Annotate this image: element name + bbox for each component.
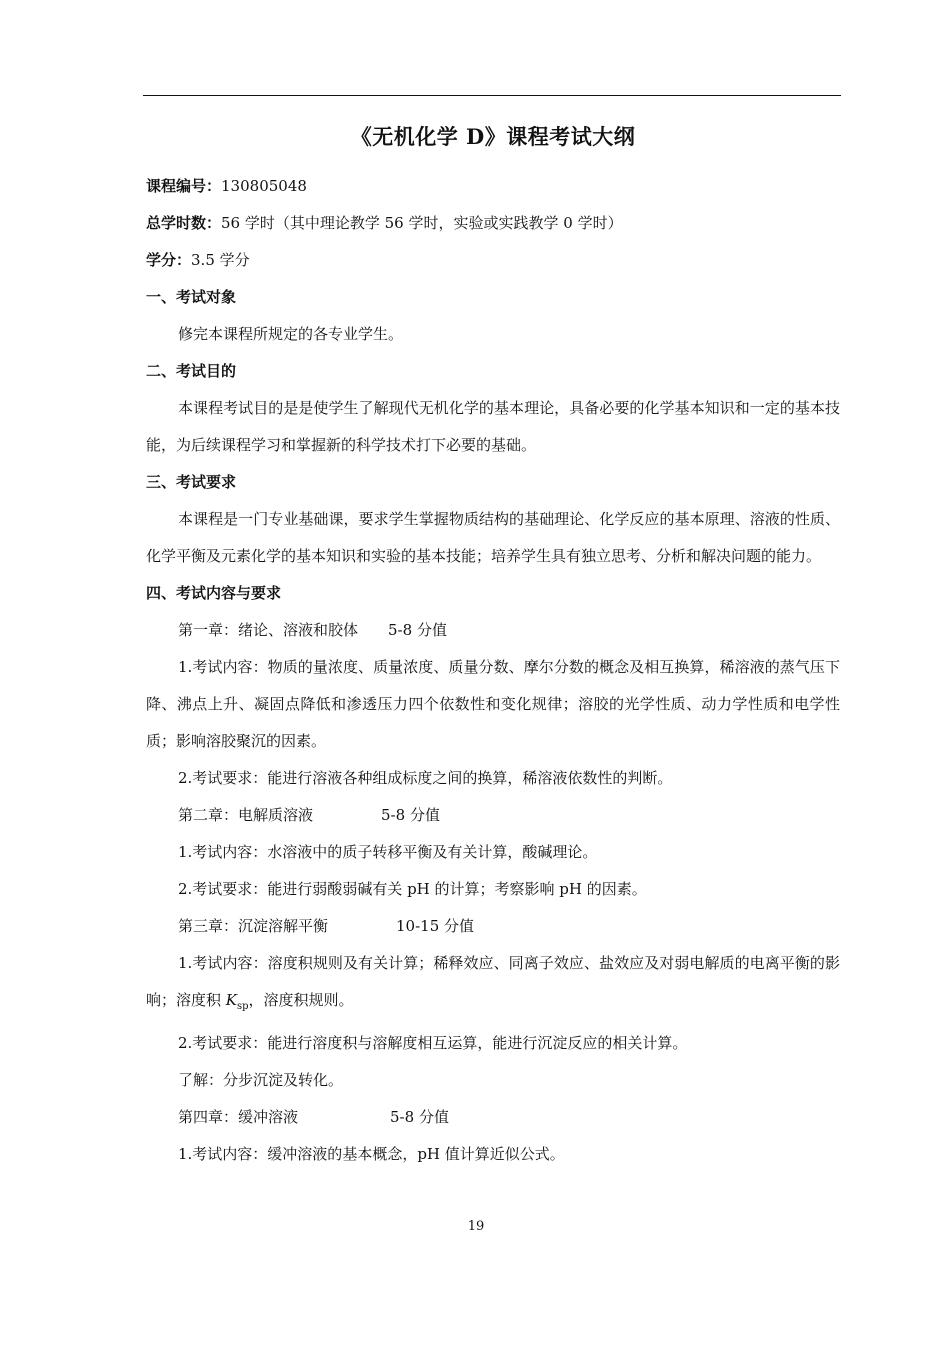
section-text-2: 本课程考试目的是是使学生了解现代无机化学的基本理论，具备必要的化学基本知识和一定的基本技能，为后续课程学习和掌握新的科学技术打下必要的基础。: [146, 399, 840, 454]
credits: [146, 242, 840, 279]
page-number: 19: [467, 1219, 485, 1234]
chapter-3-content-a: 1.考试内容：溶度积规则及有关计算；稀释效应、同离子效应、盐效应及对弱电解质的电离平衡的影响；溶度积: [146, 954, 840, 1009]
section-text-3: 本课程是一门专业基础课，要求学生掌握物质结构的基础理论、化学反应的基本原理、溶液的性质、化学平衡及元素化学的基本知识和实验的基本技能；培养学生具有独立思考、分析和解决问题的能力。: [146, 510, 840, 565]
chapter-1-title-line: [146, 612, 840, 649]
course-code: [146, 168, 840, 205]
chapter-4-score: 5-8 分值: [390, 1108, 449, 1126]
chapter-3-content: [146, 945, 840, 1025]
document-title: 《无机化学 D》课程考试大纲: [350, 124, 636, 149]
credits-label: 学分：: [146, 251, 192, 269]
total-hours: [146, 205, 840, 242]
ksp-symbol: K: [225, 991, 237, 1009]
course-code-value: 130805048: [221, 177, 307, 195]
chapter-4-title: 第四章：缓冲溶液: [178, 1108, 299, 1126]
chapter-4-title-line: [146, 1099, 840, 1136]
page-content: [146, 122, 840, 1173]
header-rule: [143, 95, 841, 96]
section-heading-2: 二、考试目的: [146, 362, 237, 380]
chapter-3-score: 10-15 分值: [396, 917, 475, 935]
section-heading-3: 三、考试要求: [146, 473, 237, 491]
chapter-3-title-line: [146, 908, 840, 945]
chapter-3-title: 第三章：沉淀溶解平衡: [178, 917, 329, 935]
section-heading-4: 四、考试内容与要求: [146, 584, 282, 602]
section-text-1: 修完本课程所规定的各专业学生。: [178, 325, 404, 343]
ksp-subscript: sp: [237, 1001, 249, 1012]
total-hours-label: 总学时数：: [146, 214, 222, 232]
credits-value: 3.5 学分: [191, 251, 250, 269]
course-code-label: 课程编号：: [146, 177, 222, 195]
chapter-2-score: 5-8 分值: [381, 806, 440, 824]
chapter-3-requirement: 2.考试要求：能进行溶度积与溶解度相互运算，能进行沉淀反应的相关计算。: [178, 1034, 688, 1052]
total-hours-value: 56 学时（其中理论教学 56 学时，实验或实践教学 0 学时）: [221, 214, 623, 232]
chapter-1-content: 1.考试内容：物质的量浓度、质量浓度、质量分数、摩尔分数的概念及相互换算，稀溶液的蒸气压下降、沸点上升、凝固点降低和渗透压力四个依数性和变化规律；溶胶的光学性质、动力学性质和电学性质；影响溶胶聚沉的因素。: [146, 658, 840, 750]
chapter-1-score: 5-8 分值: [388, 621, 447, 639]
chapter-2-title-line: [146, 797, 840, 834]
chapter-1-title: 第一章：绪论、溶液和胶体: [178, 621, 359, 639]
chapter-2-title: 第二章：电解质溶液: [178, 806, 314, 824]
chapter-2-content: 1.考试内容：水溶液中的质子转移平衡及有关计算，酸碱理论。: [178, 843, 598, 861]
chapter-2-requirement: 2.考试要求：能进行弱酸弱碱有关 pH 的计算；考察影响 pH 的因素。: [178, 880, 647, 898]
chapter-3-understand: 了解：分步沉淀及转化。: [178, 1071, 344, 1089]
section-heading-1: 一、考试对象: [146, 288, 237, 306]
chapter-3-content-b: ，溶度积规则。: [248, 991, 354, 1009]
chapter-4-content: 1.考试内容：缓冲溶液的基本概念，pH 值计算近似公式。: [178, 1145, 565, 1163]
chapter-1-requirement: 2.考试要求：能进行溶液各种组成标度之间的换算，稀溶液依数性的判断。: [178, 769, 673, 787]
